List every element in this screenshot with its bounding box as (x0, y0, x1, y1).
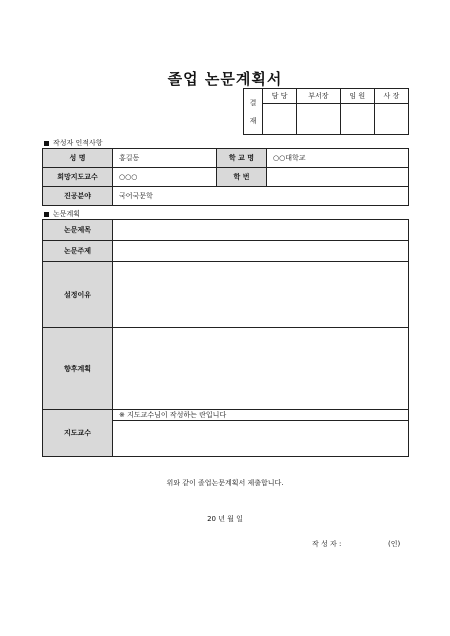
student-id-label: 학 번 (217, 168, 267, 187)
approval-side-label-1: 결 (249, 98, 257, 107)
reason-label: 설정이유 (43, 262, 113, 328)
section-plan-title: 논문계획 (53, 210, 81, 218)
approval-side-label (244, 89, 263, 135)
author-signature-label: 작 성 자 : (312, 540, 342, 548)
approval-sign-3[interactable] (340, 104, 374, 135)
thesis-title-field[interactable] (113, 220, 409, 241)
approval-sign-4[interactable] (374, 104, 408, 135)
author-info-table (42, 148, 409, 206)
future-plan-field[interactable] (113, 328, 409, 410)
student-id-field[interactable] (267, 168, 409, 187)
advisor-comment-field[interactable] (113, 421, 409, 457)
approval-header-4: 사 장 (374, 89, 408, 104)
section-plan-heading (44, 209, 80, 219)
thesis-topic-field[interactable] (113, 241, 409, 262)
school-field[interactable]: ○○대학교 (267, 149, 409, 168)
bullet-square-icon (44, 212, 49, 217)
plan-table (42, 219, 409, 457)
thesis-title-label: 논문제목 (43, 220, 113, 241)
advisor-wish-label: 희망지도교수 (43, 168, 113, 187)
advisor-note: ※ 지도교수님이 작성하는 란입니다 (113, 410, 409, 421)
approval-sign-1[interactable] (263, 104, 297, 135)
seal-mark: (인) (388, 540, 401, 548)
approval-side-label-2: 재 (249, 116, 257, 125)
advisor-wish-field[interactable]: ○○○ (113, 168, 217, 187)
advisor-label: 지도교수 (43, 410, 113, 457)
major-field[interactable]: 국어국문학 (113, 187, 409, 206)
document-title: 졸업 논문계획서 (167, 70, 283, 88)
name-label: 성 명 (43, 149, 113, 168)
reason-field[interactable] (113, 262, 409, 328)
submission-statement: 위와 같이 졸업논문계획서 제출합니다. (166, 479, 284, 487)
approval-header-1: 담 당 (263, 89, 297, 104)
thesis-topic-label: 논문주제 (43, 241, 113, 262)
approval-sign-2[interactable] (297, 104, 340, 135)
name-field[interactable]: 홍길동 (113, 149, 217, 168)
approval-header-3: 임 원 (340, 89, 374, 104)
school-label: 학 교 명 (217, 149, 267, 168)
approval-header-2: 부서장 (297, 89, 340, 104)
approval-table (243, 88, 409, 135)
major-label: 진공분야 (43, 187, 113, 206)
date-line: 20 년 월 일 (207, 515, 243, 523)
future-plan-label: 향후계획 (43, 328, 113, 410)
section-author-heading (44, 138, 103, 148)
bullet-square-icon (44, 141, 49, 146)
section-author-title: 작성자 인적사항 (53, 139, 103, 147)
